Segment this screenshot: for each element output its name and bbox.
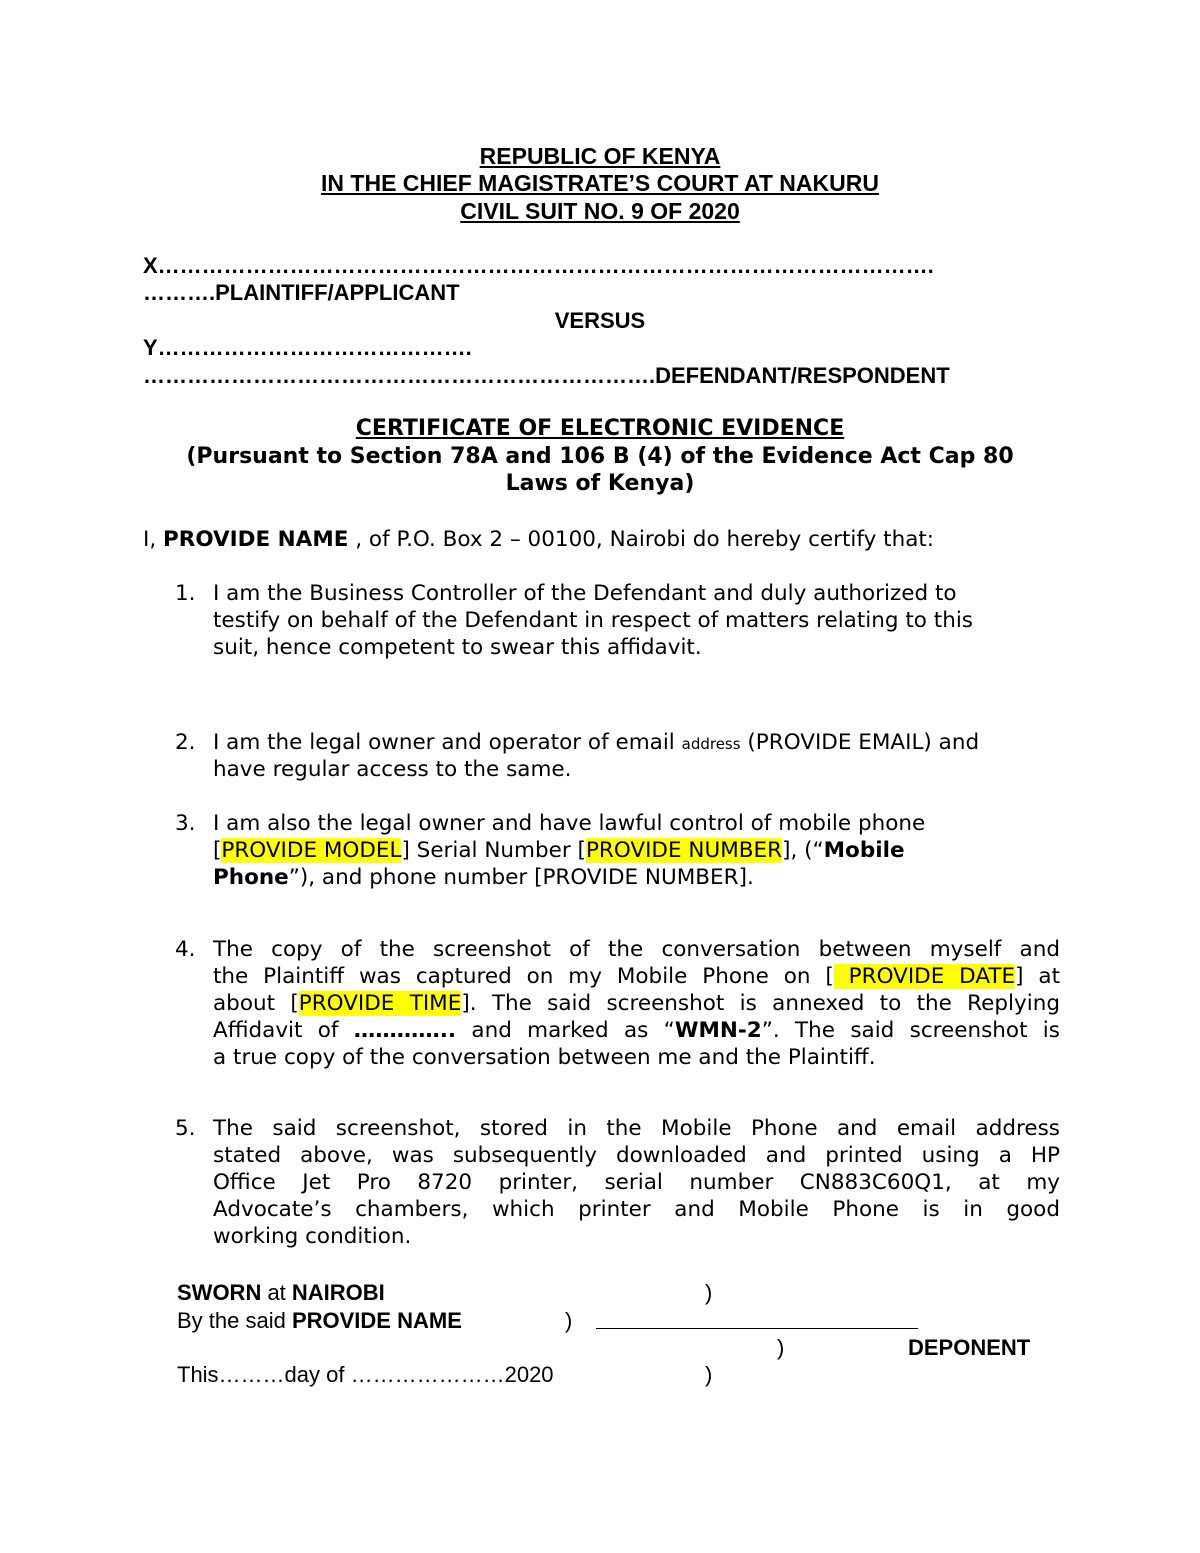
jurat-deponent-name: PROVIDE NAME bbox=[291, 1308, 462, 1333]
intro-rest: , of P.O. Box 2 – 00100, Nairobi do hereby certify that: bbox=[348, 527, 935, 552]
item-3-line-1: I am also the legal owner and have lawful control of mobile phone bbox=[213, 811, 926, 836]
plaintiff-name-line: X……………………………………………………………………………………………. bbox=[143, 253, 934, 278]
jurat-place: NAIROBI bbox=[291, 1280, 385, 1305]
item-3-line-2 bbox=[213, 837, 1060, 864]
item-4-line-3 bbox=[213, 990, 1060, 1017]
highlight-provide-model: PROVIDE MODEL bbox=[221, 838, 402, 863]
item-4-text-d: ]. The said screenshot is annexed to the Replying bbox=[461, 991, 1060, 1016]
highlight-provide-date: PROVIDE DATE bbox=[833, 964, 1016, 989]
jurat-paren-3: ) bbox=[777, 1335, 785, 1360]
item-4-text-e: Affidavit of bbox=[213, 1018, 354, 1043]
item-4-line-5: a true copy of the conversation between me and the Plaintiff. bbox=[213, 1045, 876, 1070]
item-4-line-4 bbox=[213, 1017, 1060, 1044]
item-3-phone-bold: Phone bbox=[213, 865, 289, 890]
defendant-label: …………………………………………………………….DEFENDANT/RESPONDENT bbox=[143, 363, 950, 388]
item-1-line-1: I am the Business Controller of the Defendant and duly authorized to bbox=[213, 581, 957, 606]
item-2-text-small: address bbox=[681, 735, 741, 753]
item-3-line-3 bbox=[213, 864, 1060, 891]
item-4-text-c: about [ bbox=[213, 991, 299, 1016]
certificate-title: CERTIFICATE OF ELECTRONIC EVIDENCE bbox=[355, 416, 845, 441]
item-4-text-a: the Plaintiff was captured on my Mobile Phone on [ bbox=[213, 964, 834, 989]
intro-paragraph bbox=[143, 526, 934, 553]
certificate-subtitle-1: (Pursuant to Section 78A and 106 B (4) of the Evidence Act Cap 80 bbox=[186, 444, 1014, 469]
item-3-mobile-bold: Mobile bbox=[823, 838, 905, 863]
item-5-line-1: The said screenshot, stored in the Mobile Phone and email address bbox=[213, 1116, 1060, 1141]
signature-line bbox=[596, 1328, 918, 1329]
item-3-after: ], (“ bbox=[782, 838, 824, 863]
item-5-line-5: working condition. bbox=[213, 1224, 412, 1249]
versus-label: VERSUS bbox=[554, 308, 646, 333]
plaintiff-label: ……….PLAINTIFF/APPLICANT bbox=[143, 280, 460, 305]
item-4-mark: WMN-2 bbox=[674, 1018, 762, 1043]
item-number: 2. bbox=[175, 730, 196, 755]
jurat-sworn bbox=[177, 1280, 385, 1306]
item-number: 3. bbox=[175, 811, 196, 836]
certificate-subtitle-2: Laws of Kenya) bbox=[505, 471, 695, 496]
item-4-dots: ………….. bbox=[353, 1018, 457, 1043]
jurat-paren-4: ) bbox=[705, 1362, 713, 1387]
item-number: 1. bbox=[175, 581, 196, 606]
item-4-text-b: ] at bbox=[1015, 964, 1060, 989]
jurat-by bbox=[177, 1308, 462, 1334]
item-4-line-1: The copy of the screenshot of the conversation between myself and bbox=[213, 937, 1060, 962]
jurat-paren-2: ) bbox=[565, 1308, 573, 1333]
item-1-line-2: testify on behalf of the Defendant in respect of matters relating to this bbox=[213, 608, 974, 633]
intro-deponent-name: PROVIDE NAME bbox=[163, 527, 349, 552]
highlight-provide-number: PROVIDE NUMBER bbox=[585, 838, 783, 863]
list-item bbox=[175, 1115, 1060, 1255]
jurat-date-line: This………day of …………………2020 bbox=[177, 1362, 554, 1387]
item-number: 5. bbox=[175, 1116, 196, 1141]
header-suit-number: CIVIL SUIT NO. 9 OF 2020 bbox=[460, 198, 740, 224]
item-3-serial-label: ] Serial Number [ bbox=[401, 838, 586, 863]
item-4-line-2 bbox=[213, 963, 1060, 990]
item-4-text-f: and marked as “ bbox=[456, 1018, 675, 1043]
deponent-label: DEPONENT bbox=[908, 1335, 1031, 1360]
jurat-at: at bbox=[261, 1280, 292, 1305]
list-item bbox=[175, 729, 1060, 785]
item-number: 4. bbox=[175, 937, 196, 962]
item-5-line-2: stated above, was subsequently downloaded and printed using a HP bbox=[213, 1143, 1060, 1168]
highlight-provide-time: PROVIDE TIME bbox=[298, 991, 462, 1016]
defendant-name-line: Y……………………………………. bbox=[143, 335, 472, 360]
header-court: IN THE CHIEF MAGISTRATE’S COURT AT NAKURU bbox=[321, 170, 879, 196]
list-item bbox=[175, 810, 1060, 894]
item-5-line-4: Advocate’s chambers, which printer and Mobile Phone is in good bbox=[213, 1197, 1060, 1222]
item-1-line-3: suit, hence competent to swear this affidavit. bbox=[213, 635, 702, 660]
jurat-by-label: By the said bbox=[177, 1308, 292, 1333]
list-item bbox=[175, 936, 1060, 1076]
item-2-line-2: have regular access to the same. bbox=[213, 757, 572, 782]
item-3-bracket: [ bbox=[213, 838, 222, 863]
list-item bbox=[175, 580, 1060, 664]
item-2-line-1 bbox=[213, 729, 1060, 758]
item-2-text-b: (PROVIDE EMAIL) and bbox=[740, 730, 980, 755]
jurat-sworn-label: SWORN bbox=[177, 1280, 262, 1305]
item-3-end: ”), and phone number [PROVIDE NUMBER]. bbox=[288, 865, 754, 890]
item-5-line-3: Office Jet Pro 8720 printer, serial number CN883C60Q1, at my bbox=[213, 1170, 1060, 1195]
item-2-text-a: I am the legal owner and operator of email bbox=[213, 730, 682, 755]
jurat-paren-1: ) bbox=[705, 1280, 713, 1305]
intro-prefix: I, bbox=[143, 527, 164, 552]
item-4-text-g: ”. The said screenshot is bbox=[761, 1018, 1060, 1043]
header-republic: REPUBLIC OF KENYA bbox=[479, 143, 721, 169]
